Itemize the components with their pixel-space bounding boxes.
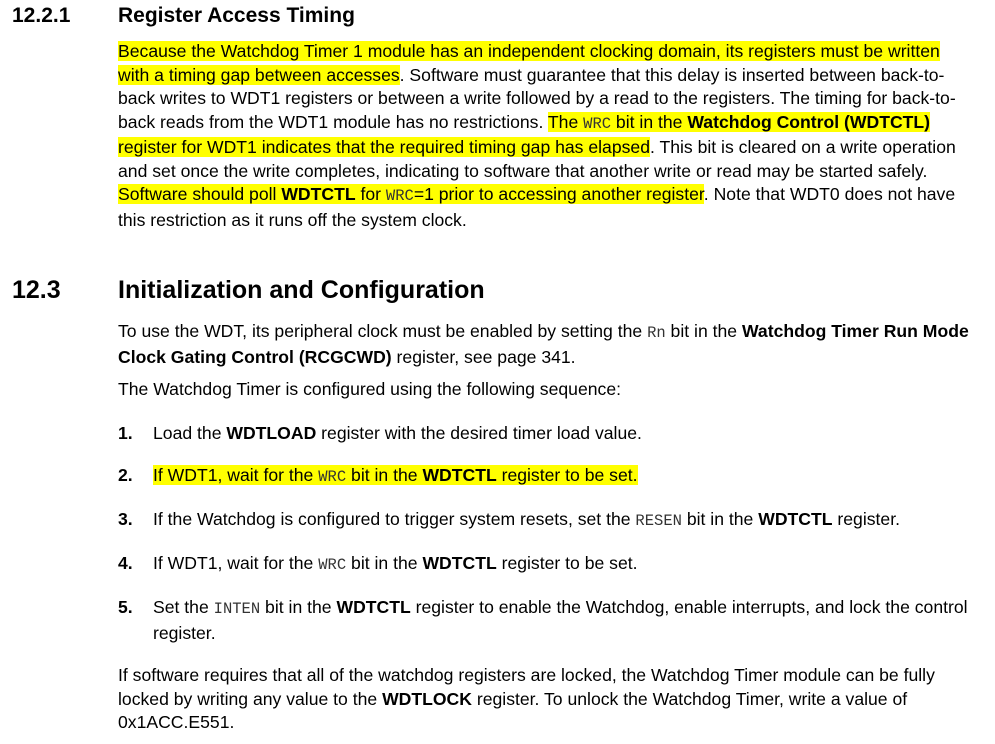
step-number: 4. xyxy=(118,553,133,573)
register-bit-code: WRC xyxy=(318,556,347,574)
body-text: . This bit is cleared on a write operation and set once the write completes, indicating to software that another write or read may be started safely. xyxy=(118,137,956,181)
register-name: WDTCTL xyxy=(336,597,411,617)
lock-paragraph: If software requires that all of the watchdog registers are locked, the Watchdog Timer module can be fully locked by writing any value to the WDTLOCK register. To unlock the Watchdog Timer, write a value of 0x1ACC.E551. xyxy=(118,665,935,732)
body-text: . Note that WDT0 does not have this restriction as it runs off the system clock. xyxy=(118,184,956,230)
step-text: Set the INTEN bit in the WDTCTL register to enable the Watchdog, enable interrupts, and lock the control register. xyxy=(153,597,968,643)
section-number: 12.3 xyxy=(12,276,61,304)
step-text: If the Watchdog is configured to trigger system resets, set the RESEN bit in the WDTCTL register. xyxy=(153,509,900,530)
highlighted-text: If WDT1, wait for the WRC bit in the WDTCTL register to be set. xyxy=(153,465,638,486)
register-name: Watchdog Timer Run Mode Clock Gating Control (RCGCWD) xyxy=(118,321,969,367)
register-name: WDTCTL xyxy=(422,553,497,573)
register-bit-code: WRC xyxy=(318,468,347,486)
step-number: 2. xyxy=(118,465,133,485)
register-name: WDTCTL xyxy=(422,465,497,485)
register-bit-code: WRC xyxy=(385,187,414,205)
section-title: Register Access Timing xyxy=(118,4,355,27)
step-number: 1. xyxy=(118,423,133,443)
step-number: 3. xyxy=(118,509,133,529)
highlighted-text: Software should poll WDTCTL for WRC=1 prior to accessing another register xyxy=(118,184,704,205)
clock-enable-paragraph: To use the WDT, its peripheral clock must be enabled by setting the Rn bit in the Watchdog Timer Run Mode Clock Gating Control (RCGCWD) register, see page 341. xyxy=(118,321,969,367)
register-bit-code: INTEN xyxy=(213,600,261,618)
step-number: 5. xyxy=(118,597,133,617)
register-name: WDTLOAD xyxy=(226,423,317,443)
sequence-intro: The Watchdog Timer is configured using the following sequence: xyxy=(118,379,622,399)
highlighted-text: The WRC bit in the Watchdog Control (WDTCTL) register for WDT1 indicates that the required timing gap has elapsed xyxy=(118,111,931,157)
highlighted-text: Because the Watchdog Timer 1 module has an independent clocking domain, its registers must be written with a timing gap between accesses xyxy=(118,41,940,85)
register-name: WDTCTL xyxy=(758,509,833,529)
step-text: Load the WDTLOAD register with the desired timer load value. xyxy=(153,423,642,443)
register-bit-code: RESEN xyxy=(635,512,682,530)
register-bit-code: WRC xyxy=(583,114,612,133)
step-text: If WDT1, wait for the WRC bit in the WDTCTL register to be set. xyxy=(153,553,638,574)
step-text xyxy=(153,464,978,490)
body-text: . Software must guarantee that this delay is inserted between back-to-back writes to WDT1 registers or between a write followed by a read to the registers. The timing for back-to-back reads from the WDT1 module has no restrictions. xyxy=(118,64,956,132)
section-number: 12.2.1 xyxy=(12,4,71,27)
register-name: WDTCTL xyxy=(281,184,356,204)
register-bit-code: Rn xyxy=(647,324,666,342)
register-name: Watchdog Control (WDTCTL) xyxy=(687,111,931,132)
section-title: Initialization and Configuration xyxy=(118,276,485,304)
register-name: WDTLOCK xyxy=(382,688,472,709)
register-access-paragraph xyxy=(118,40,973,232)
